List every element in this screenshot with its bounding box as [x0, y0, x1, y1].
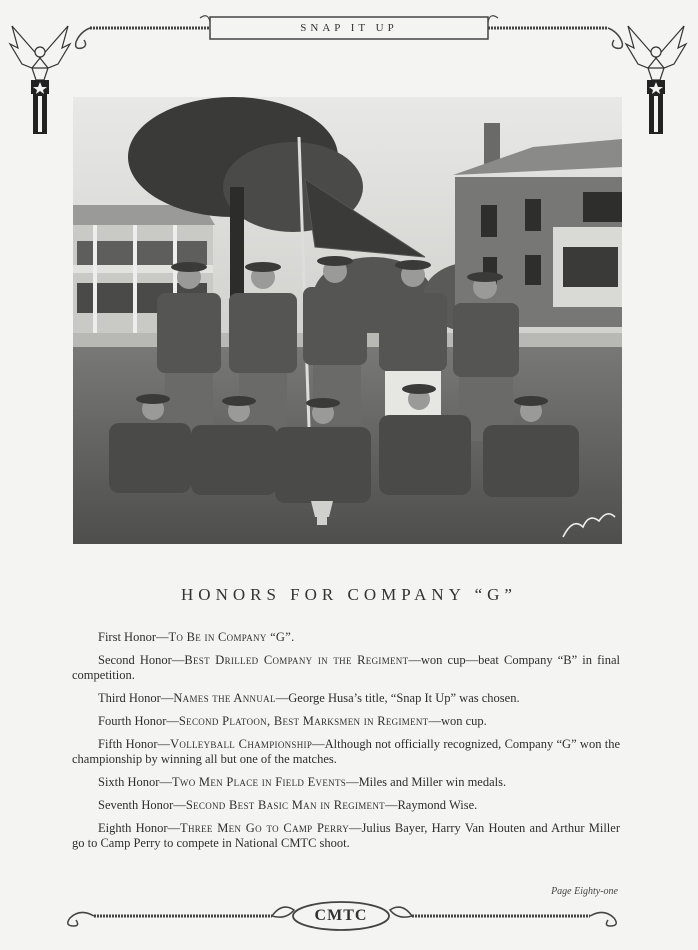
honor-item: Fifth Honor—Volleyball Championship—Although not officially recognized, Company “G” won the championship by winning all but one of the matches. — [72, 737, 621, 766]
honor-item: Eighth Honor—Three Men Go to Camp Perry—Julius Bayer, Harry Van Houten and Arthur Miller go to Camp Perry to compete in National CMTC shoot. — [72, 821, 620, 850]
honor-item: First Honor—To Be in Company “G”. — [98, 630, 295, 644]
page-number: Page Eighty-one — [551, 886, 618, 897]
honors-list — [72, 630, 620, 859]
page-heading: HONORS FOR COMPANY “G” — [181, 585, 517, 604]
honor-item: Fourth Honor—Second Platoon, Best Marksmen in Regiment—won cup. — [98, 714, 487, 728]
cmtc-logo: CMTC — [314, 907, 368, 924]
header-title: SNAP IT UP — [300, 22, 398, 34]
honor-item: Second Honor—Best Drilled Company in the Regiment—won cup—beat Company “B” in final competition. — [72, 653, 620, 682]
eagle-emblem-icon — [8, 18, 72, 138]
eagle-emblem-icon — [624, 18, 688, 138]
honor-item: Third Honor—Names the Annual—George Husa’s title, “Snap It Up” was chosen. — [98, 691, 520, 705]
company-photograph — [73, 97, 622, 544]
honor-item: Seventh Honor—Second Best Basic Man in Regiment—Raymond Wise. — [98, 798, 478, 812]
honor-item: Sixth Honor—Two Men Place in Field Events—Miles and Miller win medals. — [98, 775, 507, 789]
